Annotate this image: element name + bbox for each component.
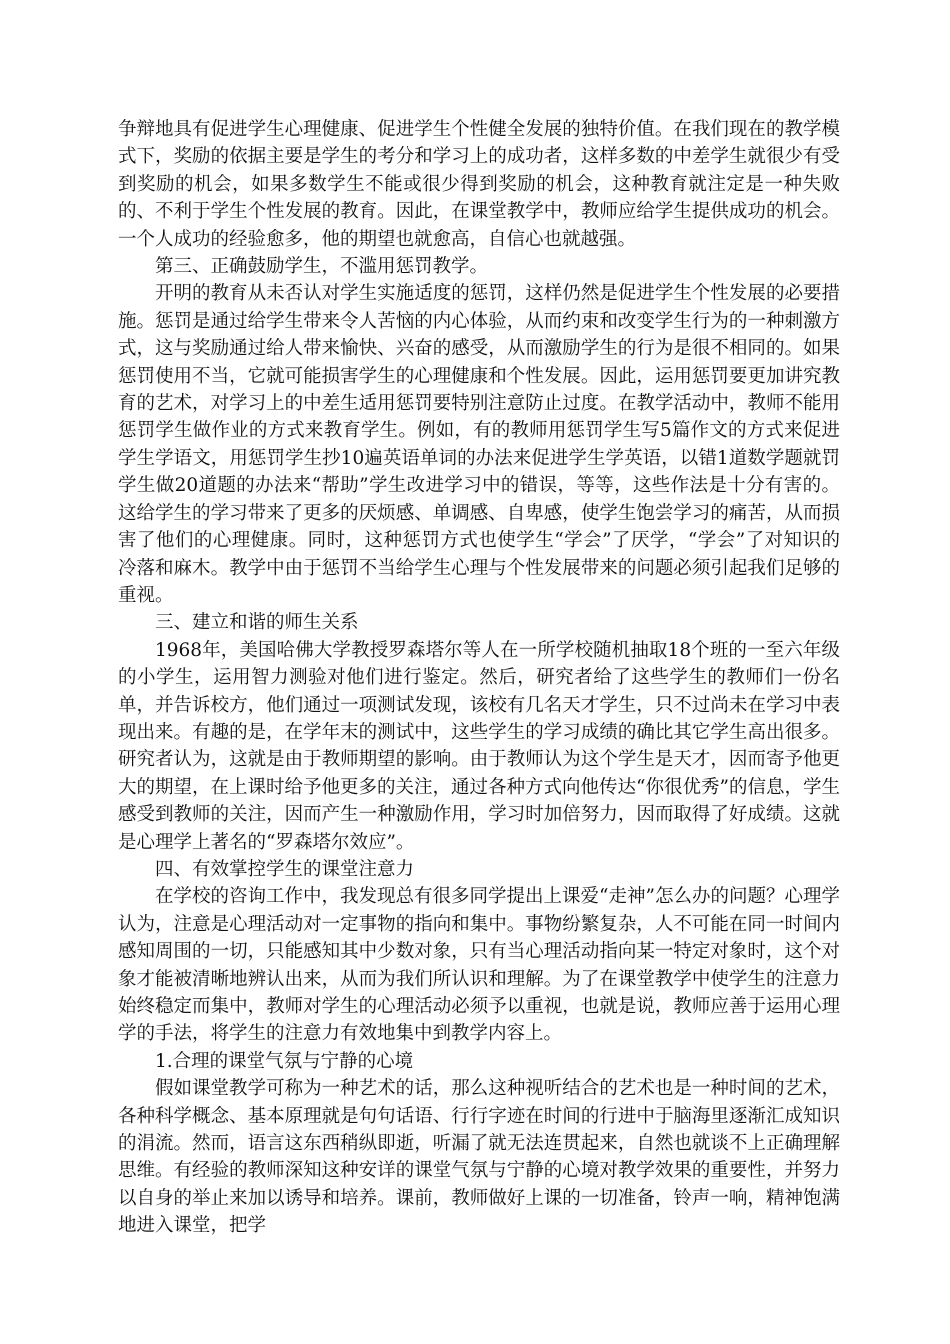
heading-classroom-atmosphere: 1.合理的课堂气氛与宁静的心境 xyxy=(155,1050,414,1072)
heading-encourage-students: 第三、正确鼓励学生，不滥用惩罚教学。 xyxy=(155,256,489,278)
heading-classroom-attention: 四、有效掌控学生的课堂注意力 xyxy=(155,858,415,880)
document-page xyxy=(118,116,840,1240)
heading-teacher-student-relationship: 三、建立和谐的师生关系 xyxy=(155,612,359,634)
paragraph-atmosphere: 假如课堂教学可称为一种艺术的话，那么这种视听结合的艺术也是一种时间的艺术，各种科学概念、基本原理就是句句话语、行行字迹在时间的行进中于脑海里逐渐汇成知识的涓流。然而，语言这东西稍纵即逝，听漏了就无法连贯起来，自然也就谈不上正确理解思维。有经验的教师深知这种安详的课堂气氛与宁静的心境对教学效果的重要性，并努力以自身的举止来加以诱导和培养。课前，教师做好上课的一切准备，铃声一响，精神饱满地进入课堂，把学 xyxy=(118,1078,840,1237)
paragraph-attention: 在学校的咨询工作中，我发现总有很多同学提出上课爱“走神”怎么办的问题？心理学认为，注意是心理活动对一定事物的指向和集中。事物纷繁复杂，人不可能在同一时间内感知周围的一切，只能感知其中少数对象，只有当心理活动指向某一特定对象时，这个对象才能被清晰地辨认出来，从而为我们所认识和理解。为了在课堂教学中使学生的注意力始终稳定而集中，教师对学生的心理活动必须予以重视，也就是说，教师应善于运用心理学的手法，将学生的注意力有效地集中到教学内容上。 xyxy=(118,886,840,1045)
paragraph-punishment: 开明的教育从未否认对学生实施适度的惩罚，这样仍然是促进学生个性发展的必要措施。惩罚是通过给学生带来令人苦恼的内心体验，从而约束和改变学生行为的一种刺激方式，这与奖励通过给人带来愉快、兴奋的感受，从而激励学生的行为是很不相同的。如果惩罚使用不当，它就可能损害学生的心理健康和个性发展。因此，运用惩罚要更加讲究教育的艺术，对学习上的中差生适用惩罚要特别注意防止过度。在教学活动中，教师不能用惩罚学生做作业的方式来教育学生。例如，有的教师用惩罚学生写5篇作文的方式来促进学生学语文，用惩罚学生抄10遍英语单词的办法来促进学生学英语，以错1道数学题就罚学生做20道题的办法来“帮助”学生改进学习中的错误，等等，这些作法是十分有害的。这给学生的学习带来了更多的厌烦感、单调感、自卑感，使学生饱尝学习的痛苦，从而损害了他们的心理健康。同时，这种惩罚方式也使学生“学会”了厌学，“学会”了对知识的冷落和麻木。教学中由于惩罚不当给学生心理与个性发展带来的问题必须引起我们足够的重视。 xyxy=(118,283,840,606)
paragraph-rosenthal-effect: 1968年，美国哈佛大学教授罗森塔尔等人在一所学校随机抽取18个班的一至六年级的小学生，运用智力测验对他们进行鉴定。然后，研究者给了这些学生的教师们一份名单，并告诉校方，他们通过一项测试发现，该校有几名天才学生，只不过尚未在学习中表现出来。有趣的是，在学年末的测试中，这些学生的学习成绩的确比其它学生高出很多。研究者认为，这就是由于教师期望的影响。由于教师认为这个学生是天才，因而寄予他更大的期望，在上课时给予他更多的关注，通过各种方式向他传达“你很优秀”的信息，学生感受到教师的关注，因而产生一种激励作用，学习时加倍努力，因而取得了好成绩。这就是心理学上著名的“罗森塔尔效应”。 xyxy=(118,639,840,853)
paragraph-reward-value: 争辩地具有促进学生心理健康、促进学生个性健全发展的独特价值。在我们现在的教学模式下，奖励的依据主要是学生的考分和学习上的成功者，这样多数的中差学生就很少有受到奖励的机会，如果多数学生不能或很少得到奖励的机会，这种教育就注定是一种失败的、不利于学生个性发展的教育。因此，在课堂教学中，教师应给学生提供成功的机会。一个人成功的经验愈多，他的期望也就愈高，自信心也就越强。 xyxy=(118,119,840,250)
